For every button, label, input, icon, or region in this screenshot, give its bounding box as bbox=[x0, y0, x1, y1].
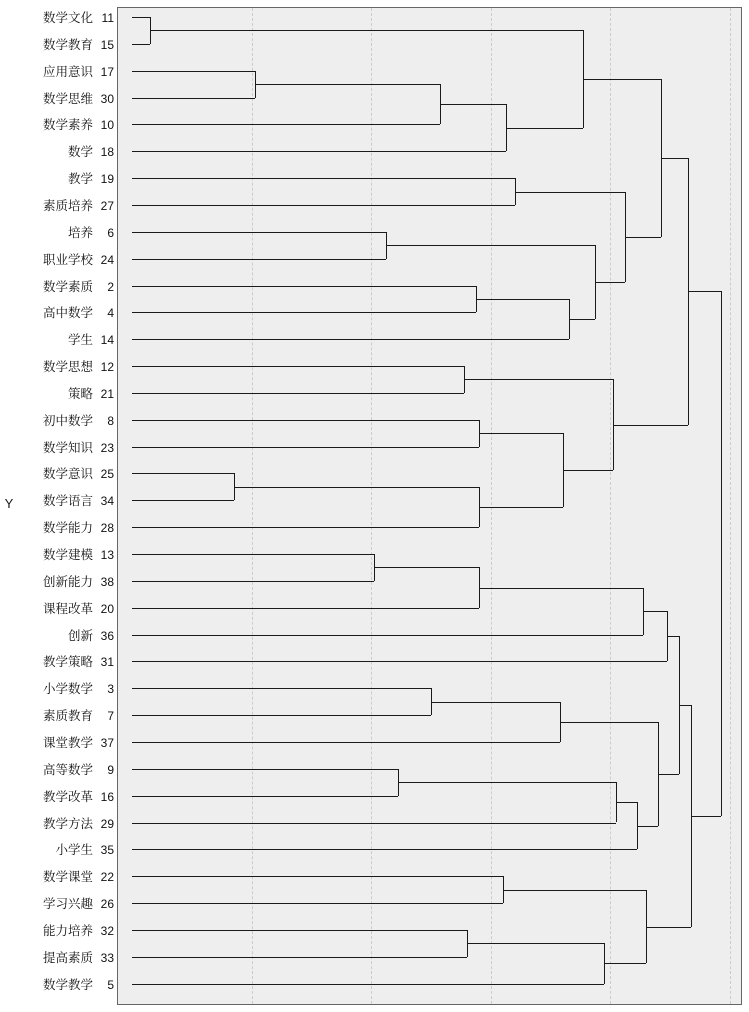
dendrogram-link bbox=[132, 259, 386, 260]
leaf-label bbox=[43, 950, 114, 966]
leaf-label-text: 素质教育 bbox=[42, 709, 93, 724]
leaf-label-id: 21 bbox=[100, 386, 114, 401]
leaf-label-text: 培养 bbox=[67, 225, 93, 240]
leaf-label-id: 7 bbox=[107, 709, 114, 724]
leaf-label bbox=[43, 64, 114, 80]
leaf-label bbox=[68, 386, 114, 402]
leaf-label bbox=[68, 225, 114, 241]
dendrogram-link bbox=[604, 963, 646, 964]
leaf-label bbox=[43, 440, 114, 456]
leaf-label bbox=[68, 171, 114, 187]
leaf-label-text: 数学素质 bbox=[42, 279, 93, 294]
dendrogram-link bbox=[132, 984, 604, 985]
leaf-label-id: 9 bbox=[107, 762, 114, 777]
leaf-label-id: 27 bbox=[100, 198, 114, 213]
dendrogram-link bbox=[132, 635, 643, 636]
leaf-label bbox=[43, 708, 114, 724]
dendrogram-link bbox=[386, 245, 595, 246]
dendrogram-link bbox=[132, 312, 476, 313]
leaf-label-text: 数学知识 bbox=[42, 440, 93, 455]
leaf-label-id: 28 bbox=[100, 521, 114, 536]
leaf-label-text: 教学改革 bbox=[42, 789, 93, 804]
leaf-label-text: 课程改革 bbox=[42, 601, 93, 616]
leaf-label-text: 数学意识 bbox=[42, 467, 93, 482]
leaf-label bbox=[55, 842, 114, 858]
leaf-label bbox=[43, 601, 114, 617]
leaf-label-id: 34 bbox=[100, 494, 114, 509]
leaf-label-text: 教学方法 bbox=[42, 816, 93, 831]
dendrogram-link bbox=[132, 178, 515, 179]
dendrogram-link bbox=[132, 769, 398, 770]
leaf-label bbox=[43, 520, 114, 536]
leaf-label-text: 初中数学 bbox=[42, 413, 93, 428]
leaf-label bbox=[43, 923, 114, 939]
dendrogram-link bbox=[132, 339, 569, 340]
leaf-label-id: 12 bbox=[100, 360, 114, 375]
dendrogram-link bbox=[467, 943, 605, 944]
dendrogram-link bbox=[643, 611, 667, 612]
leaf-label-id: 15 bbox=[100, 37, 114, 52]
dendrogram-link bbox=[661, 158, 688, 159]
leaf-label bbox=[43, 547, 114, 563]
plot-area bbox=[117, 7, 742, 1005]
dendrogram-link bbox=[583, 79, 661, 80]
leaf-label-text: 教学策略 bbox=[42, 655, 93, 670]
dendrogram-link bbox=[679, 705, 691, 706]
leaf-label-text: 数学课堂 bbox=[42, 870, 93, 885]
leaf-label-id: 29 bbox=[100, 816, 114, 831]
grid-line bbox=[491, 8, 492, 1004]
dendrogram-link bbox=[515, 192, 626, 193]
leaf-label-text: 应用意识 bbox=[42, 64, 93, 79]
dendrogram-link bbox=[132, 581, 374, 582]
dendrogram-link bbox=[132, 742, 560, 743]
dendrogram-link bbox=[132, 957, 467, 958]
y-axis-label: Y bbox=[4, 496, 14, 511]
dendrogram-link bbox=[646, 927, 691, 928]
leaf-label-id: 14 bbox=[100, 333, 114, 348]
leaf-label-id: 3 bbox=[107, 682, 114, 697]
leaf-label-text: 数学能力 bbox=[42, 521, 93, 536]
leaf-label bbox=[68, 628, 114, 644]
leaf-label-text: 素质培养 bbox=[42, 198, 93, 213]
leaf-label-text: 学生 bbox=[67, 333, 93, 348]
leaf-label bbox=[43, 735, 114, 751]
leaf-label-text: 提高素质 bbox=[42, 950, 93, 965]
dendrogram-link bbox=[132, 366, 464, 367]
dendrogram-link bbox=[132, 688, 431, 689]
leaf-label-text: 数学素养 bbox=[42, 118, 93, 133]
leaf-label bbox=[43, 10, 114, 26]
leaf-label bbox=[68, 144, 114, 160]
dendrogram-link bbox=[132, 286, 476, 287]
leaf-label bbox=[43, 574, 114, 590]
dendrogram-link bbox=[132, 205, 515, 206]
leaf-label-id: 11 bbox=[101, 11, 114, 25]
dendrogram-link bbox=[691, 816, 721, 817]
dendrogram-link bbox=[479, 507, 563, 508]
leaf-labels bbox=[14, 8, 114, 1008]
dendrogram-link bbox=[479, 588, 643, 589]
leaf-label-id: 33 bbox=[100, 950, 114, 965]
dendrogram-link bbox=[132, 876, 503, 877]
dendrogram-link bbox=[132, 71, 255, 72]
dendrogram-link bbox=[132, 151, 506, 152]
dendrogram-link bbox=[132, 608, 479, 609]
leaf-label-id: 25 bbox=[100, 467, 114, 482]
dendrogram-link bbox=[132, 930, 467, 931]
leaf-label bbox=[43, 279, 114, 295]
dendrogram-link bbox=[150, 30, 584, 31]
leaf-label bbox=[43, 91, 114, 107]
dendrogram-link bbox=[688, 291, 721, 292]
leaf-label bbox=[43, 252, 114, 268]
dendrogram-link bbox=[132, 903, 503, 904]
dendrogram-link bbox=[234, 487, 479, 488]
dendrogram-link bbox=[132, 715, 431, 716]
leaf-label-id: 35 bbox=[100, 843, 114, 858]
leaf-label-id: 22 bbox=[100, 870, 114, 885]
dendrogram-link bbox=[132, 661, 667, 662]
dendrogram-link bbox=[132, 500, 234, 501]
dendrogram-link bbox=[431, 702, 560, 703]
leaf-label-id: 13 bbox=[100, 548, 114, 562]
dendrogram-link bbox=[476, 299, 569, 300]
leaf-label-text: 课堂教学 bbox=[42, 735, 93, 750]
dendrogram-link bbox=[563, 470, 614, 471]
dendrogram-link bbox=[132, 98, 255, 99]
grid-line bbox=[371, 8, 372, 1004]
dendrogram-link bbox=[637, 826, 658, 827]
dendrogram-link bbox=[560, 722, 659, 723]
leaf-label-id: 31 bbox=[100, 655, 114, 670]
grid-line bbox=[252, 8, 253, 1004]
leaf-label bbox=[43, 816, 114, 832]
leaf-label-text: 职业学校 bbox=[42, 252, 93, 267]
dendrogram-link bbox=[132, 44, 150, 45]
leaf-label-id: 17 bbox=[100, 64, 114, 79]
dendrogram-link bbox=[132, 17, 150, 18]
leaf-label-text: 数学语言 bbox=[42, 494, 93, 509]
dendrogram-link bbox=[613, 425, 688, 426]
leaf-label bbox=[43, 359, 114, 375]
dendrogram-link bbox=[667, 636, 679, 637]
leaf-label-id: 20 bbox=[100, 601, 114, 616]
leaf-label-id: 30 bbox=[100, 91, 114, 106]
leaf-label-text: 数学文化 bbox=[42, 11, 93, 25]
dendrogram-link bbox=[569, 319, 596, 320]
leaf-label-id: 23 bbox=[100, 440, 114, 455]
leaf-label bbox=[43, 869, 114, 885]
leaf-label-id: 4 bbox=[107, 306, 114, 321]
leaf-label bbox=[43, 305, 114, 321]
leaf-label bbox=[43, 896, 114, 912]
leaf-label-id: 19 bbox=[100, 172, 114, 187]
leaf-label-id: 36 bbox=[100, 628, 114, 643]
dendrogram-link bbox=[132, 447, 479, 448]
dendrogram-link bbox=[721, 291, 722, 815]
dendrogram-link bbox=[625, 237, 661, 238]
leaf-label-text: 数学建模 bbox=[42, 548, 93, 562]
dendrogram-link bbox=[132, 124, 440, 125]
dendrogram-link bbox=[374, 567, 479, 568]
leaf-label bbox=[43, 493, 114, 509]
leaf-label-text: 策略 bbox=[67, 386, 93, 401]
leaf-label-text: 小学生 bbox=[55, 843, 93, 858]
leaf-label bbox=[43, 117, 114, 133]
leaf-label-text: 能力培养 bbox=[42, 923, 93, 938]
leaf-label-text: 数学思维 bbox=[42, 91, 93, 106]
dendrogram-link bbox=[658, 774, 679, 775]
dendrogram-link bbox=[440, 104, 506, 105]
leaf-label bbox=[43, 762, 114, 778]
leaf-label-id: 18 bbox=[100, 145, 114, 160]
dendrogram-link bbox=[595, 282, 625, 283]
leaf-label-id: 38 bbox=[100, 574, 114, 589]
leaf-label bbox=[43, 413, 114, 429]
dendrogram-link bbox=[132, 232, 386, 233]
leaf-label bbox=[43, 198, 114, 214]
leaf-label-id: 26 bbox=[100, 897, 114, 912]
leaf-label-text: 教学 bbox=[67, 172, 93, 187]
leaf-label bbox=[43, 466, 114, 482]
grid-line bbox=[730, 8, 731, 1004]
dendrogram-link bbox=[132, 527, 479, 528]
dendrogram-link bbox=[506, 128, 584, 129]
dendrogram-link bbox=[132, 393, 464, 394]
leaf-label-id: 37 bbox=[100, 735, 114, 750]
dendrogram-link bbox=[132, 849, 637, 850]
leaf-label bbox=[43, 654, 114, 670]
leaf-label bbox=[68, 332, 114, 348]
leaf-label-text: 数学教育 bbox=[42, 37, 93, 52]
dendrogram-link bbox=[503, 890, 647, 891]
leaf-label-id: 8 bbox=[107, 413, 114, 428]
dendrogram-link bbox=[132, 554, 374, 555]
leaf-label-text: 高中数学 bbox=[42, 306, 93, 321]
leaf-label-text: 数学教学 bbox=[42, 977, 93, 992]
dendrogram-link bbox=[398, 782, 616, 783]
dendrogram-link bbox=[132, 420, 479, 421]
leaf-label-text: 数学 bbox=[67, 145, 93, 160]
leaf-label-id: 2 bbox=[107, 279, 114, 294]
leaf-label-text: 数学思想 bbox=[42, 360, 93, 375]
leaf-label-id: 24 bbox=[100, 252, 114, 267]
leaf-label bbox=[43, 789, 114, 805]
leaf-label-id: 6 bbox=[107, 225, 114, 240]
leaf-label-text: 创新 bbox=[67, 628, 93, 643]
dendrogram-link bbox=[464, 379, 614, 380]
leaf-label-id: 32 bbox=[100, 923, 114, 938]
dendrogram-link bbox=[132, 473, 234, 474]
leaf-label bbox=[43, 37, 114, 53]
leaf-label bbox=[43, 681, 114, 697]
dendrogram-link bbox=[132, 796, 398, 797]
leaf-label-id: 10 bbox=[100, 118, 114, 133]
leaf-label-text: 小学数学 bbox=[42, 682, 93, 697]
dendrogram-link bbox=[616, 802, 637, 803]
leaf-label-id: 16 bbox=[100, 789, 114, 804]
leaf-label-id: 5 bbox=[107, 977, 114, 992]
dendrogram-link bbox=[479, 433, 563, 434]
leaf-label-text: 高等数学 bbox=[42, 762, 93, 777]
leaf-label-text: 创新能力 bbox=[42, 574, 93, 589]
dendrogram-link bbox=[255, 84, 440, 85]
dendrogram-link bbox=[132, 823, 616, 824]
leaf-label-text: 学习兴趣 bbox=[42, 897, 93, 912]
leaf-label bbox=[43, 977, 114, 993]
grid-line bbox=[610, 8, 611, 1004]
